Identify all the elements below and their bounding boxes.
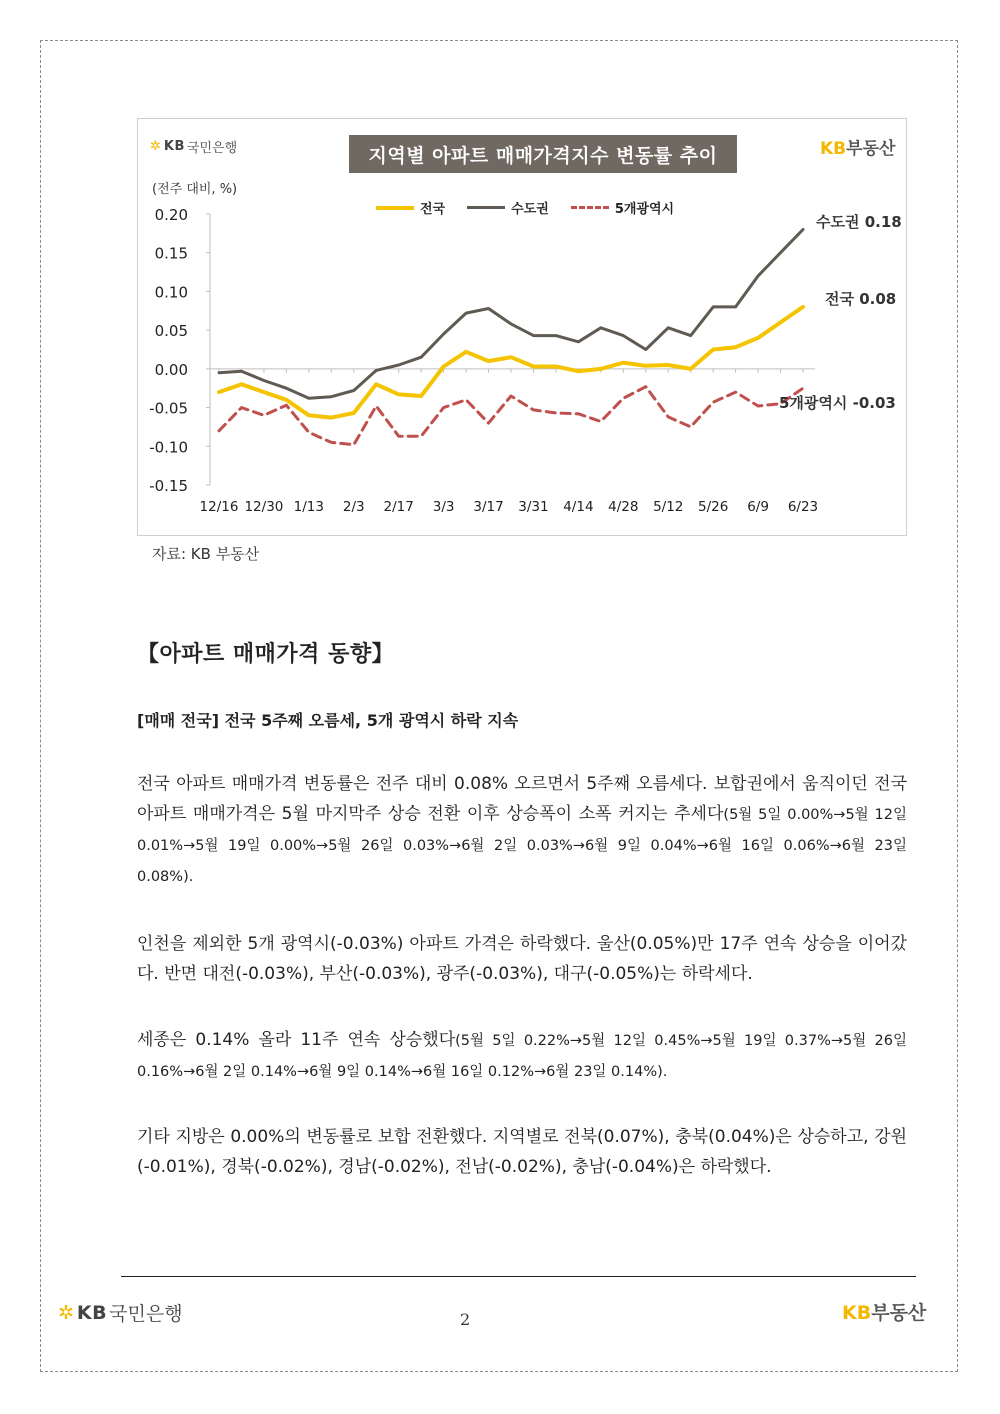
x-tick-label: 6/9: [747, 499, 769, 515]
legend-swatch-capital: [467, 206, 505, 209]
x-tick-label: 5/12: [653, 499, 684, 515]
legend-item-capital: [467, 198, 549, 217]
land-logo-kb: KB: [820, 139, 847, 159]
paragraph-national-detail: (5월 5일 0.00%→5월 12일 0.01%→5월 19일 0.00%→5월 26일 0.03%→6월 2일 0.03%→6월 9일 0.04%→6월 16일 0.06%→6월 23일 0.08%).: [137, 807, 907, 885]
footer-bank-logo-name: 국민은행: [109, 1303, 183, 1325]
chart-source: 자료: KB 부동산: [152, 545, 260, 563]
paragraph-metro: 인천을 제외한 5개 광역시(-0.03%) 아파트 가격은 하락했다. 울산(0.05%)만 17주 연속 상승을 이어갔다. 반면 대전(-0.03%), 부산(-0.03%), 광주(-0.03%), 대구(-0.05%)는 하락세다.: [137, 934, 907, 984]
land-logo-name: 부동산: [846, 139, 896, 159]
x-tick-label: 3/17: [473, 499, 504, 515]
page-number: 2: [460, 1310, 471, 1329]
y-tick-label: -0.15: [149, 477, 188, 495]
legend-swatch-national: [376, 206, 414, 210]
x-tick-label: 4/28: [608, 499, 639, 515]
legend-label-metro: 5개광역시: [614, 202, 675, 217]
x-tick-label: 5/26: [697, 499, 729, 515]
paragraph-sejong-detail: (5월 5일 0.22%→5월 12일 0.45%→5월 19일 0.37%→5월 26일 0.16%→6월 2일 0.14%→6월 9일 0.14%→6월 16일 0.12%→6월 23일 0.14%).: [137, 1033, 907, 1080]
footer-kb-star-icon: ✲: [58, 1301, 74, 1324]
y-tick-label: 0.10: [154, 283, 188, 302]
paragraph-national-main: 전국 아파트 매매가격 변동률은 전주 대비 0.08% 오르면서 5주째 오름세다. 보합권에서 움직이던 전국 아파트 매매가격은 5월 마지막주 상승 전환 이후 상승폭이 소폭 커지는 추세다: [137, 774, 907, 824]
footer-divider: [121, 1276, 916, 1277]
chart-bank-logo: [150, 137, 237, 156]
section-title: 【아파트 매매가격 동향】: [137, 642, 395, 667]
series-end-label: 5개광역시 -0.03: [779, 394, 896, 412]
legend-swatch-metro: [571, 206, 609, 209]
footer-land-logo: [842, 1298, 926, 1325]
paragraph-sejong-main: 세종은 0.14% 올라 11주 연속 상승했다: [137, 1030, 456, 1050]
bank-logo-kb: KB: [163, 139, 185, 154]
legend-label-national: 전국: [420, 202, 446, 217]
y-tick-label: -0.10: [149, 438, 188, 457]
x-tick-label: 12/16: [199, 499, 239, 515]
paragraph-other-regions: 기타 지방은 0.00%의 변동률로 보합 전환했다. 지역별로 전북(0.07%), 충북(0.04%)은 상승하고, 강원(-0.01%), 경북(-0.02%), 경남(-0.02%), 전남(-0.02%), 충남(-0.04%)은 하락했다.: [137, 1127, 907, 1177]
x-tick-label: 2/17: [383, 499, 414, 515]
chart-land-logo: [820, 134, 895, 159]
chart-legend: [376, 198, 696, 217]
footer-land-logo-name: 부동산: [871, 1302, 927, 1324]
series-line-1: [219, 230, 803, 399]
x-tick-label: 3/3: [432, 499, 455, 515]
footer-bank-logo: [58, 1299, 183, 1326]
legend-label-capital: 수도권: [511, 202, 549, 217]
paragraph-sejong: [137, 1025, 907, 1087]
line-chart: [138, 119, 908, 537]
y-tick-label: -0.05: [149, 399, 188, 418]
footer-bank-logo-kb: KB: [76, 1301, 108, 1324]
legend-item-metro: [571, 198, 674, 217]
chart-frame: [137, 118, 907, 536]
x-tick-label: 4/14: [563, 499, 594, 515]
x-tick-label: 1/13: [293, 499, 325, 515]
y-tick-label: 0.00: [154, 360, 188, 379]
series-end-label: 전국 0.08: [825, 290, 897, 308]
legend-item-national: [376, 198, 445, 217]
footer-land-logo-kb: KB: [842, 1302, 872, 1324]
paragraph-national: [137, 769, 907, 892]
chart-title: 지역별 아파트 매매가격지수 변동률 추이: [349, 135, 737, 173]
section-subhead: [매매 전국] 전국 5주째 오름세, 5개 광역시 하락 지속: [137, 711, 519, 730]
x-tick-label: 3/31: [518, 499, 549, 515]
x-tick-label: 6/23: [787, 499, 819, 515]
bank-logo-name: 국민은행: [186, 141, 238, 156]
series-end-label: 수도권 0.18: [816, 213, 902, 231]
kb-star-icon: ✲: [150, 139, 161, 154]
x-tick-label: 2/3: [342, 499, 365, 515]
y-tick-label: 0.15: [154, 244, 188, 263]
y-tick-label: 0.05: [154, 322, 188, 341]
chart-unit-label: (전주 대비, %): [152, 182, 238, 197]
y-tick-label: 0.20: [154, 206, 188, 224]
x-tick-label: 12/30: [244, 499, 284, 515]
